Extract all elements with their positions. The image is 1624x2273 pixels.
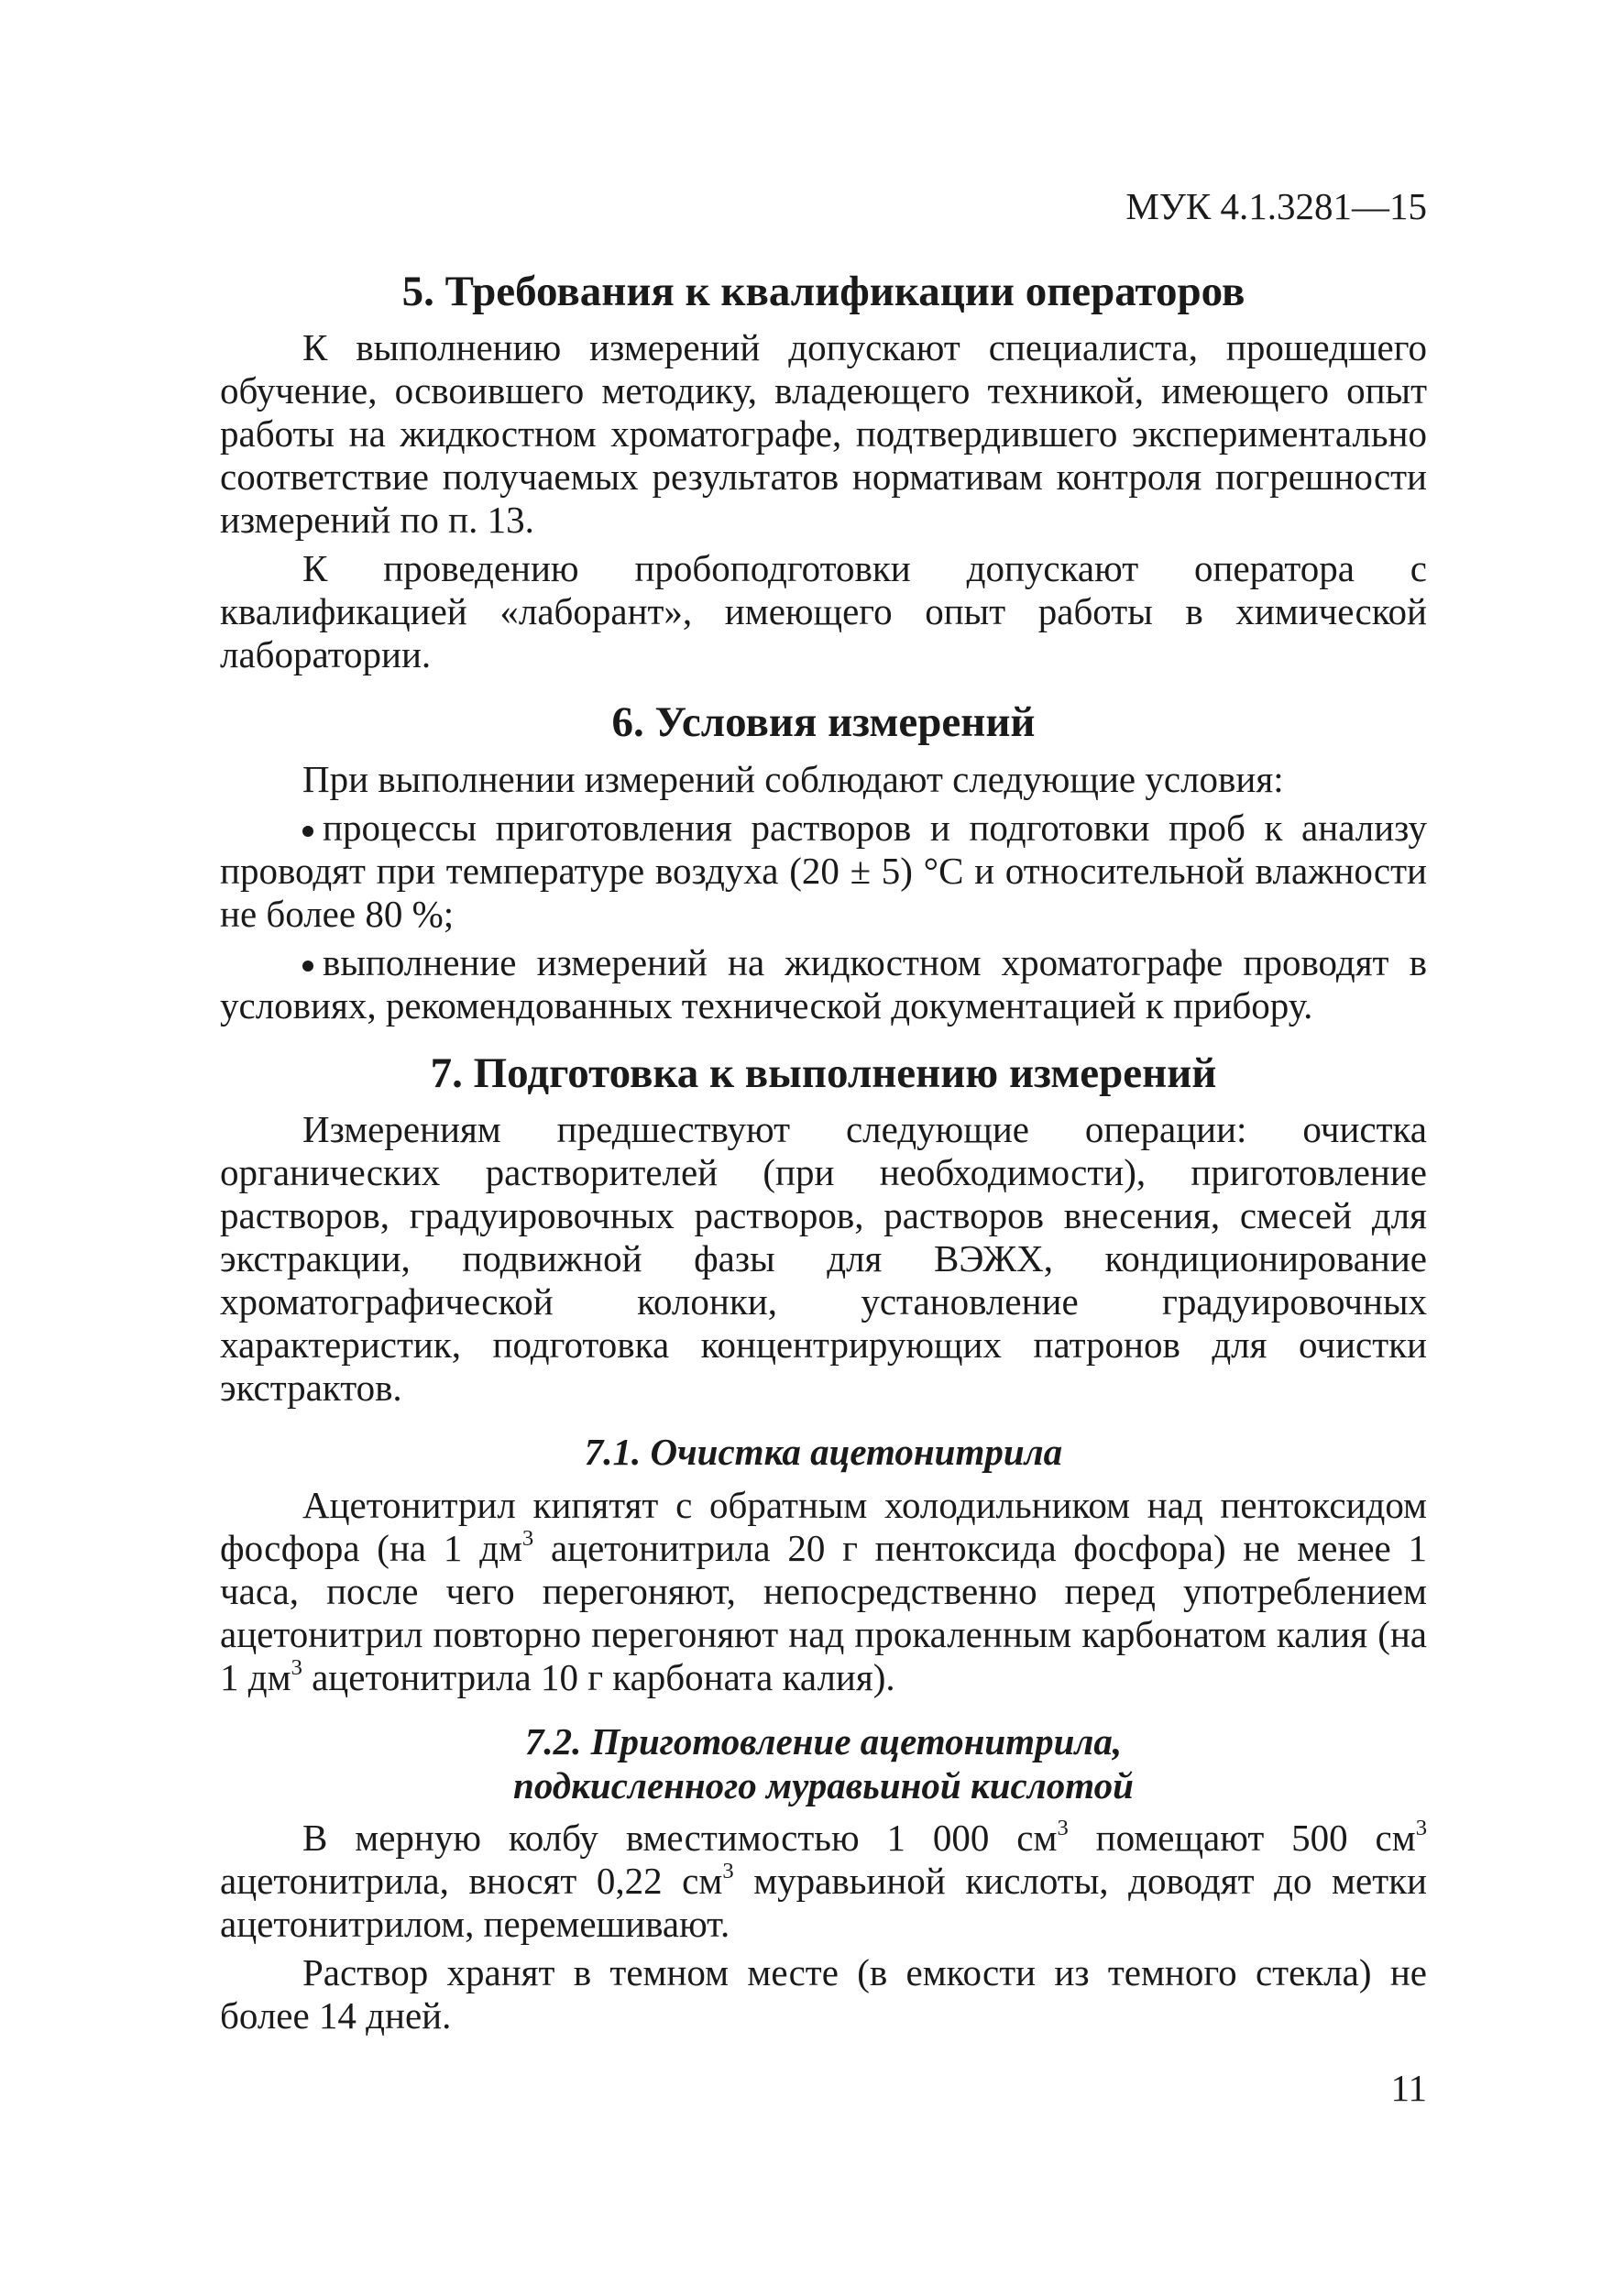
section-7-title: 7. Подготовка к выполнению измерений xyxy=(430,1049,1217,1097)
section-6-bullet-1 xyxy=(220,807,1427,936)
subsection-7-2-title-line-1: 7.2. Приготовление ацетонитрила, xyxy=(524,1719,1123,1762)
text-run: муравьиной кислоты, доводят до метки ацетонитрилом, перемешивают. xyxy=(220,1860,1427,1946)
subsection-7-2-title-line-2: подкисленного муравьиной кислотой xyxy=(513,1763,1134,1806)
superscript: 3 xyxy=(722,1859,734,1884)
subsection-7-2-paragraph-1 xyxy=(220,1817,1427,1946)
text-run: ацетонитрила 20 г пентоксида фосфора) не менее 1 часа, после чего перегоняют, непосредственно перед употреблением ацетонитрил повторно перегоняют над прокаленным карбонатом калия (на 1 дм xyxy=(220,1526,1427,1698)
page-content xyxy=(220,266,1427,2037)
bullet-icon xyxy=(302,826,313,837)
section-6-bullet-2 xyxy=(220,941,1427,1027)
section-6-title: 6. Условия измерений xyxy=(611,698,1036,747)
subsection-7-1-title: 7.1. Очистка ацетонитрила xyxy=(584,1431,1063,1474)
superscript: 3 xyxy=(1057,1816,1069,1841)
page-number: 11 xyxy=(1390,2067,1427,2109)
section-5-paragraph-2: К проведению пробоподготовки допускают оператора с квалификацией «лаборант», имеющего опыт работы в химической лаборатории. xyxy=(220,547,1427,676)
section-6-intro: При выполнении измерений соблюдают следующие условия: xyxy=(302,757,1284,800)
section-5-title: 5. Требования к квалификации операторов xyxy=(401,268,1245,315)
subsection-7-1-paragraph xyxy=(220,1484,1427,1699)
running-header: МУК 4.1.3281—15 xyxy=(1125,185,1427,227)
superscript: 3 xyxy=(1415,1816,1427,1841)
superscript: 3 xyxy=(521,1525,534,1551)
text-run: Ацетонитрил кипятят с обратным холодильником над пентоксидом фосфора (на 1 дм xyxy=(220,1483,1427,1569)
subsection-7-2-paragraph-2: Раствор хранят в темном месте (в емкости из темного стекла) не более 14 дней. xyxy=(220,1951,1427,2037)
section-7-paragraph-1: Измерениям предшествуют следующие операции: очистка органических растворителей (при необходимости), приготовление растворов, градуировочных растворов, растворов внесения, смесей для экстракции, подвижной фазы для ВЭЖХ, кондиционирование хроматографической колонки, установление градуировочных характеристик, подготовка концентрирующих патронов для очистки экстрактов. xyxy=(220,1108,1427,1410)
bullet-1-text: процессы приготовления растворов и подготовки проб к анализу проводят при температуре воздуха (20 ± 5) °С и относительной влажности не более 80 %; xyxy=(220,806,1427,935)
text-run: В мерную колбу вместимостью 1 000 см xyxy=(302,1817,1058,1860)
bullet-2-text: выполнение измерений на жидкостном хроматографе проводят в условиях, рекомендованных технической документацией к прибору. xyxy=(220,940,1427,1027)
bullet-icon xyxy=(302,961,313,972)
text-run: ацетонитрила 10 г карбоната калия). xyxy=(302,1655,895,1698)
text-run: ацетонитрила, вносят 0,22 см xyxy=(220,1860,723,1903)
text-run: помещают 500 см xyxy=(1068,1817,1416,1860)
superscript: 3 xyxy=(291,1654,302,1680)
section-5-paragraph-1: К выполнению измерений допускают специалиста, прошедшего обучение, освоившего методику, владеющего техникой, имеющего опыт работы на жидкостном хроматографе, подтвердившего экспериментально соответствие получаемых результатов нормативам контроля погрешности измерений по п. 13. xyxy=(220,326,1427,542)
